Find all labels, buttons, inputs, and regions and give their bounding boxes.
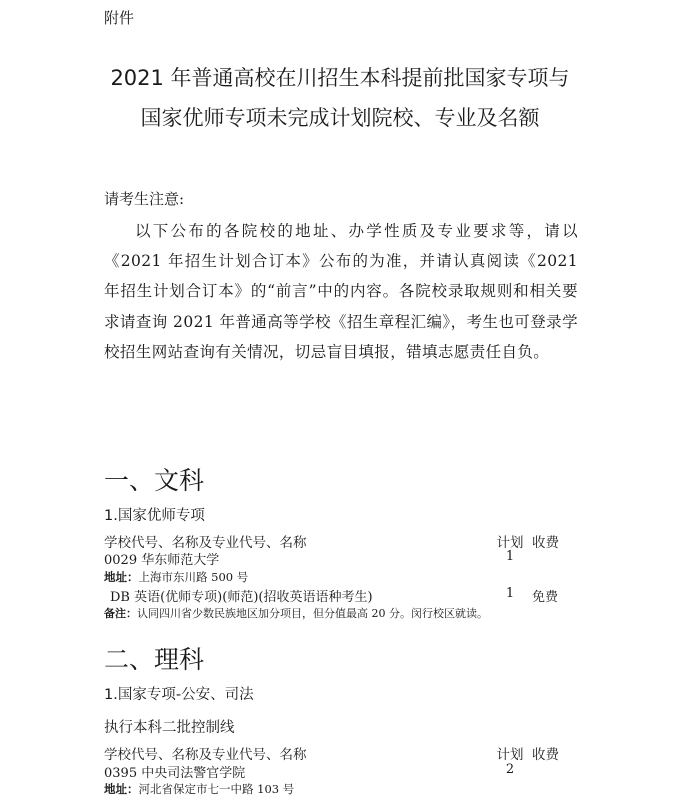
section-title-arts: 一、文科 (104, 466, 205, 495)
school-address (104, 569, 574, 587)
document-title-line-2: 国家优师专项未完成计划院校、专业及名额 (140, 106, 540, 130)
control-line-label: 执行本科二批控制线 (104, 720, 235, 736)
school-code-name: 0395 中央司法警官学院 (104, 766, 246, 781)
header-fee: 收费 (532, 535, 559, 551)
table-header (104, 531, 574, 549)
address-label: 地址： (104, 570, 139, 584)
header-fee: 收费 (532, 747, 559, 763)
major-row (104, 586, 574, 604)
remark-row (104, 605, 574, 623)
school-plan: 2 (505, 762, 515, 777)
table-header (104, 743, 574, 761)
section-title-science: 二、理科 (104, 645, 205, 674)
notice-paragraph (104, 216, 578, 367)
school-row (104, 762, 574, 780)
remark-label: 备注： (104, 607, 137, 620)
document-title-line-1: 2021 年普通高校在川招生本科提前批国家专项与 (110, 66, 570, 90)
header-school: 学校代号、名称及专业代号、名称 (104, 747, 307, 763)
header-school: 学校代号、名称及专业代号、名称 (104, 535, 307, 551)
major-plan: 1 (505, 586, 515, 601)
school-code-name: 0029 华东师范大学 (104, 553, 220, 568)
attachment-label: 附件 (104, 9, 135, 27)
major-name: DB 英语(优师专项)(师范)(招收英语语种考生) (110, 590, 373, 605)
school-plan: 1 (505, 549, 515, 564)
major-fee: 免费 (532, 590, 559, 605)
address-value: 上海市东川路 500 号 (138, 570, 249, 584)
notice-heading: 请考生注意: (104, 190, 185, 208)
remark-value: 认同四川省少数民族地区加分项目，但分值最高 20 分。闵行校区就读。 (137, 607, 488, 620)
address-label: 地址： (104, 782, 139, 796)
section-subtitle-arts: 1.国家优师专项 (104, 508, 205, 524)
notice-body: 以下公布的各院校的地址、办学性质及专业要求等，请以《2021 年招生计划合订本》公布的为准，并请认真阅读《2021 年招生计划合订本》的“前言”中的内容。各院校录取规则和相关要求请查询 2021 年普通高等学校《招生章程汇编》，考生也可登录学校招生网站查询有关情况，切忌盲目填报，错填志愿责任自负。 (104, 222, 578, 361)
school-address (104, 781, 574, 799)
header-plan: 计划 (496, 535, 524, 551)
section-subtitle-science: 1.国家专项-公安、司法 (104, 687, 254, 703)
address-value: 河北省保定市七一中路 103 号 (138, 782, 295, 796)
school-row (104, 549, 574, 567)
header-plan: 计划 (496, 747, 524, 763)
